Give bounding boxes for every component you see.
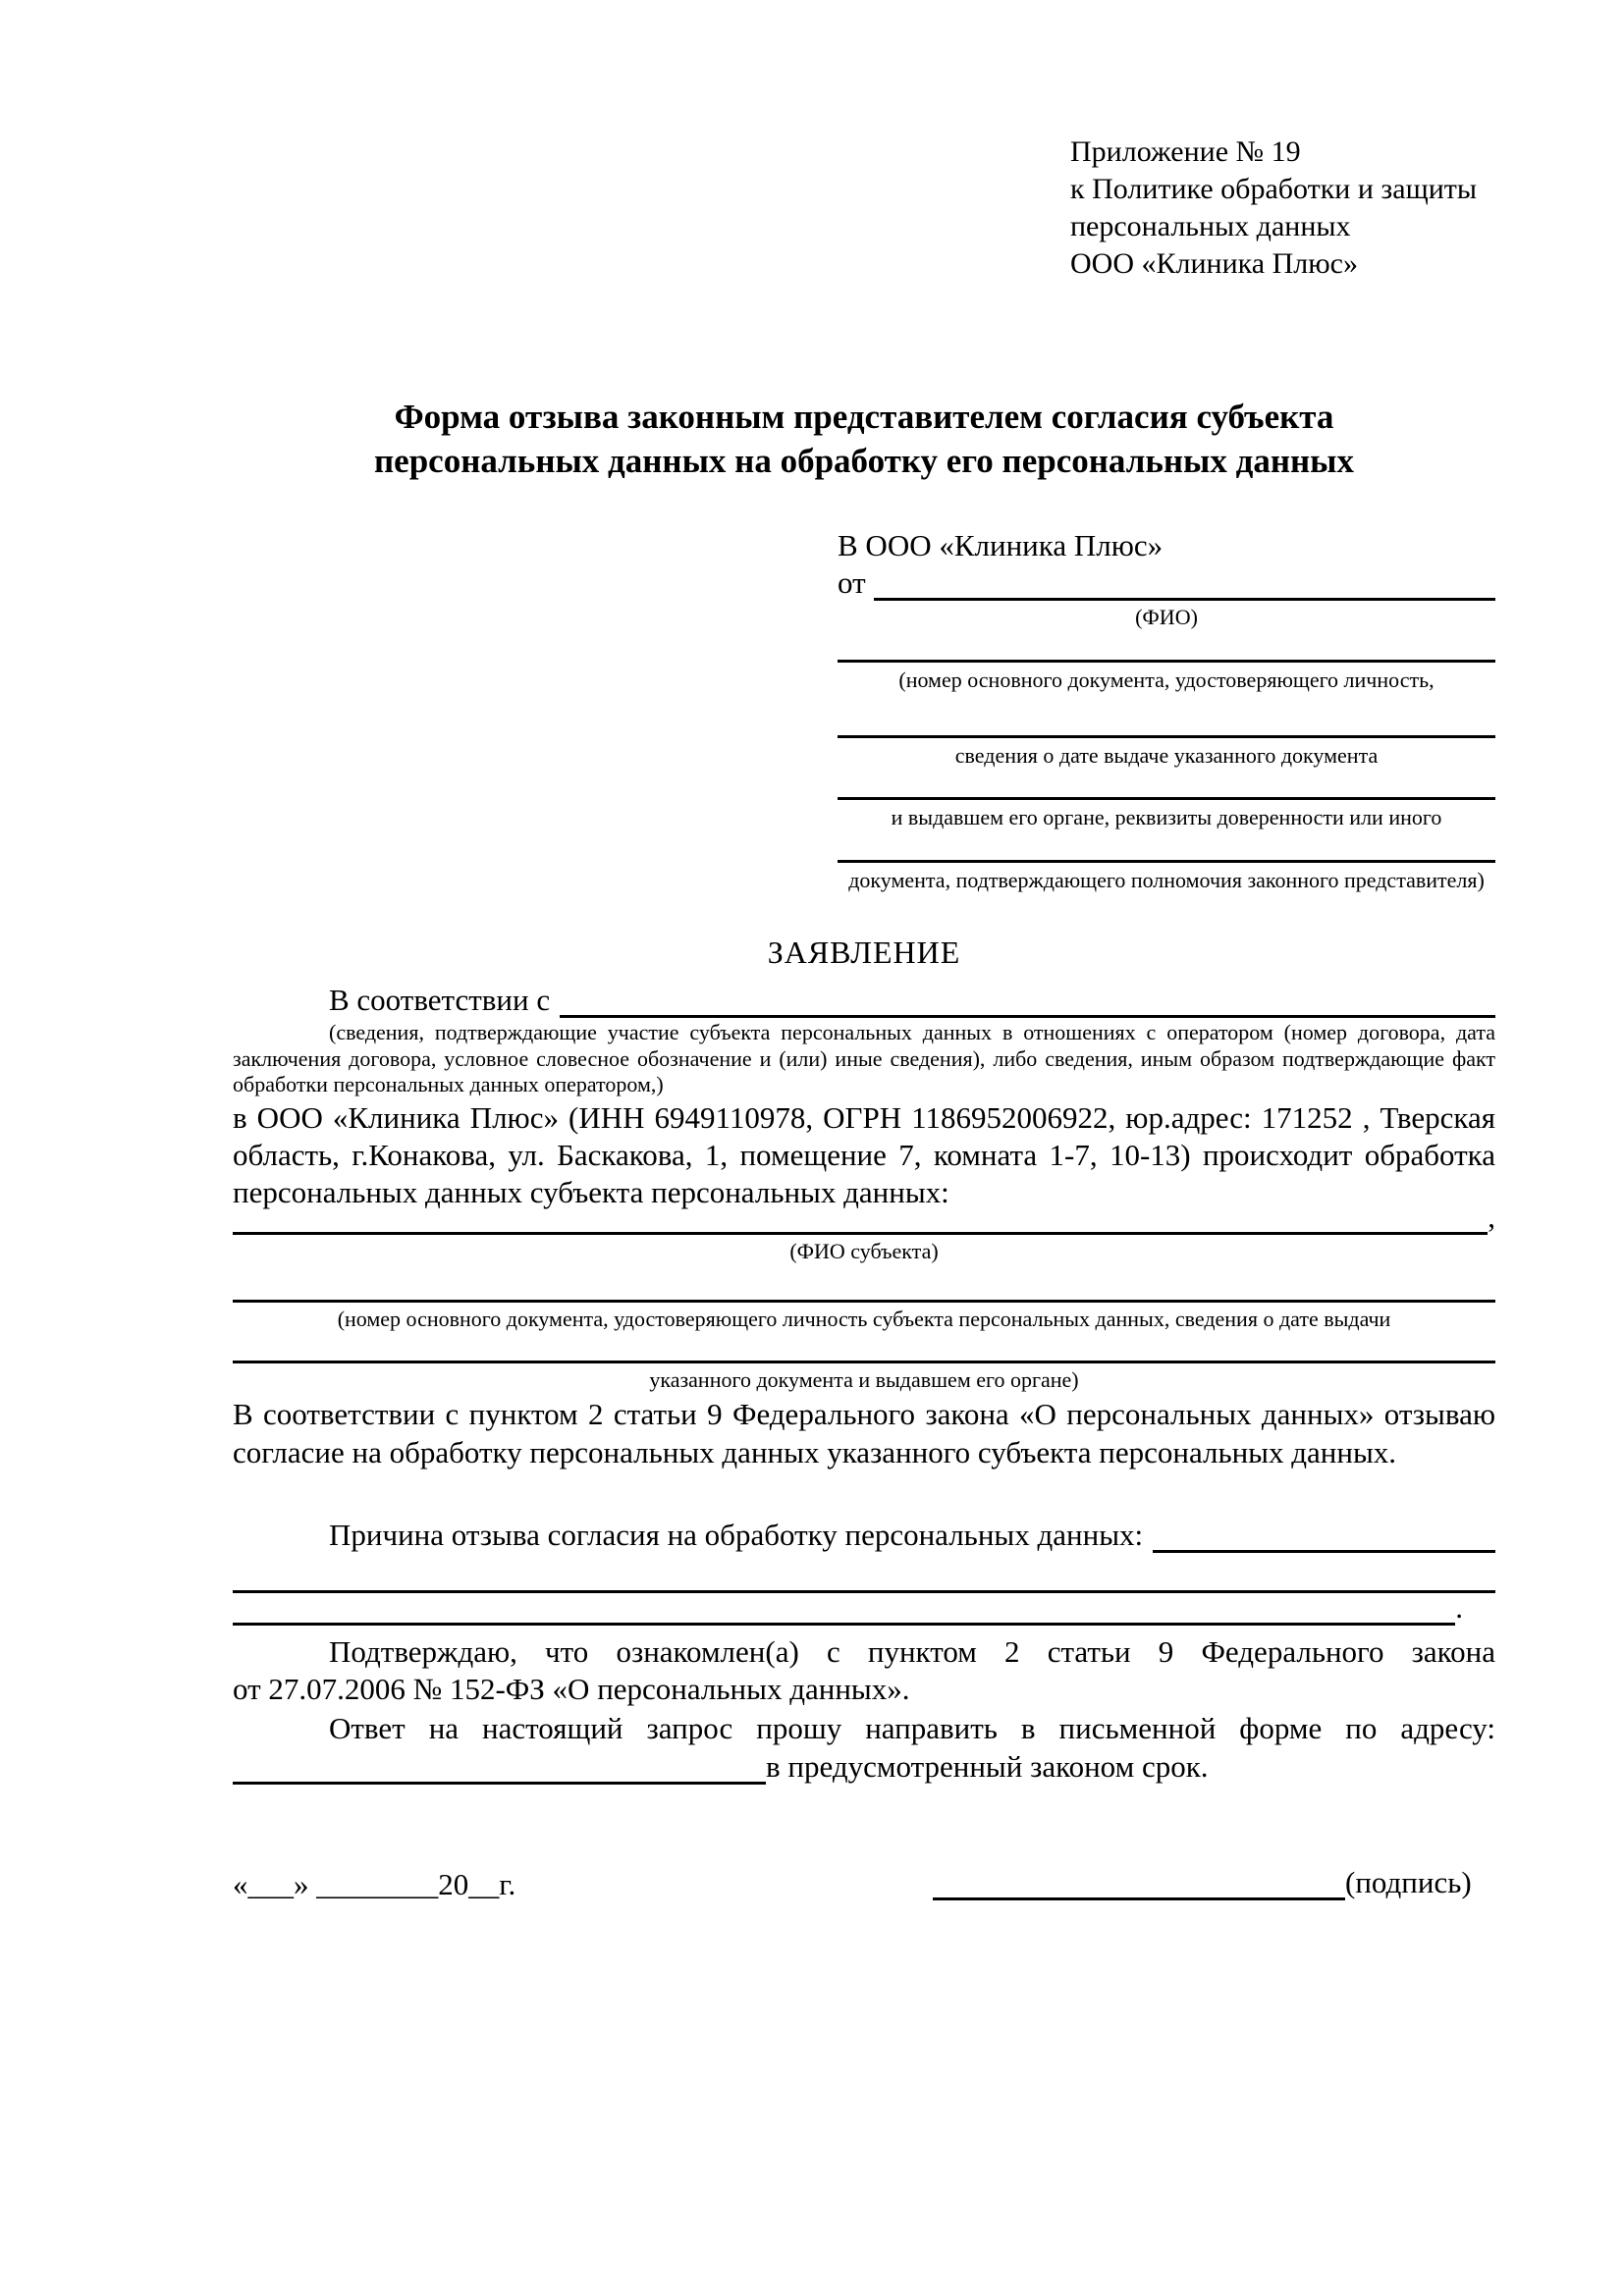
operator-paragraph: в ООО «Клиника Плюс» (ИНН 6949110978, ОГРН 1186952006922, юр.адрес: 171252 , Тверская область, г.Конакова, ул. Баскакова, 1, помещение 7, комната 1-7, 10-13) происходит обработка персональных данных субъекта персональных данных:: [233, 1100, 1495, 1209]
reason-label: Причина отзыва согласия на обработку персональных данных:: [329, 1518, 1144, 1552]
form-title-line: Форма отзыва законным представителем согласия субъекта: [394, 398, 1334, 436]
subject-doc-input-line-2[interactable]: [233, 1361, 1495, 1363]
confirm-paragraph: [233, 1633, 1495, 1708]
from-label: от: [838, 565, 866, 600]
subject-doc-caption-2: указанного документа и выдавшем его органе): [649, 1367, 1079, 1392]
doc-info-caption-4: документа, подтверждающего полномочия законного представителя): [848, 868, 1485, 892]
doc-info-caption-2: сведения о дате выдаче указанного документа: [954, 743, 1379, 768]
doc-info-line-2[interactable]: [838, 735, 1495, 738]
subject-doc-caption-1: (номер основного документа, удостоверяющего личность субъекта персональных данных, сведения о дате выдачи: [337, 1307, 1391, 1331]
reply-paragraph: Ответ на настоящий запрос прошу направить в письменной форме по адресу:: [329, 1711, 1495, 1745]
withdraw-paragraph: В соответствии с пунктом 2 статьи 9 Федерального закона «О персональных данных» отзываю согласие на обработку персональных данных указанного субъекта персональных данных.: [233, 1397, 1495, 1469]
accordance-input-line[interactable]: [560, 978, 1495, 1018]
header-note-line: персональных данных: [1070, 210, 1351, 242]
signature-row: [933, 1863, 1495, 1900]
subject-fio-row: [233, 1200, 1495, 1235]
subject-doc-input-line-1[interactable]: [233, 1300, 1495, 1303]
reason-input-line-3[interactable]: [233, 1599, 1455, 1626]
reason-row: [233, 1516, 1495, 1553]
period: .: [1455, 1590, 1463, 1625]
accordance-caption: (сведения, подтверждающие участие субъекта персональных данных в отношениях с оператором (номер договора, дата заключения договора, условное словесное обозначение и (или) иные сведения), либо сведения, иным образом подтверждающие факт обработки персональных данных оператором,): [233, 1020, 1495, 1096]
doc-info-caption-1: (номер основного документа, удостоверяющего личность,: [898, 667, 1435, 692]
addressee-org: В ООО «Клиника Плюс»: [838, 528, 1164, 562]
signature-caption: (подпись): [1345, 1865, 1472, 1899]
reason-blank-row: [233, 1590, 1463, 1626]
fio-caption: (ФИО): [1135, 605, 1198, 629]
reason-input-line-1[interactable]: [1153, 1513, 1495, 1553]
doc-info-line-1[interactable]: [838, 660, 1495, 663]
accordance-row: [233, 981, 1495, 1018]
confirm-paragraph-line: от 27.07.2006 № 152-ФЗ «О персональных данных».: [233, 1672, 910, 1706]
fio-input-line[interactable]: [874, 561, 1495, 601]
reply-tail: в предусмотренный законом срок.: [766, 1749, 1209, 1784]
reason-input-line-2[interactable]: [233, 1590, 1495, 1593]
header-note: [1070, 133, 1477, 283]
header-note-line: ООО «Клиника Плюс»: [1070, 247, 1358, 280]
address-input-line[interactable]: [233, 1746, 766, 1785]
doc-info-line-3[interactable]: [838, 797, 1495, 800]
doc-info-line-4[interactable]: [838, 860, 1495, 863]
header-note-line: Приложение № 19: [1070, 135, 1301, 168]
date-blank[interactable]: «___» ________20__г.: [233, 1867, 516, 1901]
header-note-line: к Политике обработки и защиты: [1070, 173, 1478, 205]
trailing-comma: ,: [1488, 1200, 1495, 1234]
doc-info-caption-3: и выдавшем его органе, реквизиты доверенности или иного: [891, 805, 1442, 829]
signature-line[interactable]: [933, 1860, 1345, 1900]
subject-fio-caption: (ФИО субъекта): [789, 1239, 939, 1263]
reply-address-row: [233, 1749, 1495, 1785]
from-row: [838, 563, 1495, 601]
confirm-paragraph-line: Подтверждаю, что ознакомлен(а) с пунктом 2 статьи 9 Федерального закона: [329, 1634, 1495, 1669]
form-title: [233, 395, 1495, 483]
accordance-label: В соответствии с: [329, 983, 551, 1017]
statement-heading: ЗАЯВЛЕНИЕ: [767, 934, 961, 970]
form-title-line: персональных данных на обработку его персональных данных: [374, 442, 1354, 480]
subject-fio-input-line[interactable]: [233, 1201, 1488, 1235]
